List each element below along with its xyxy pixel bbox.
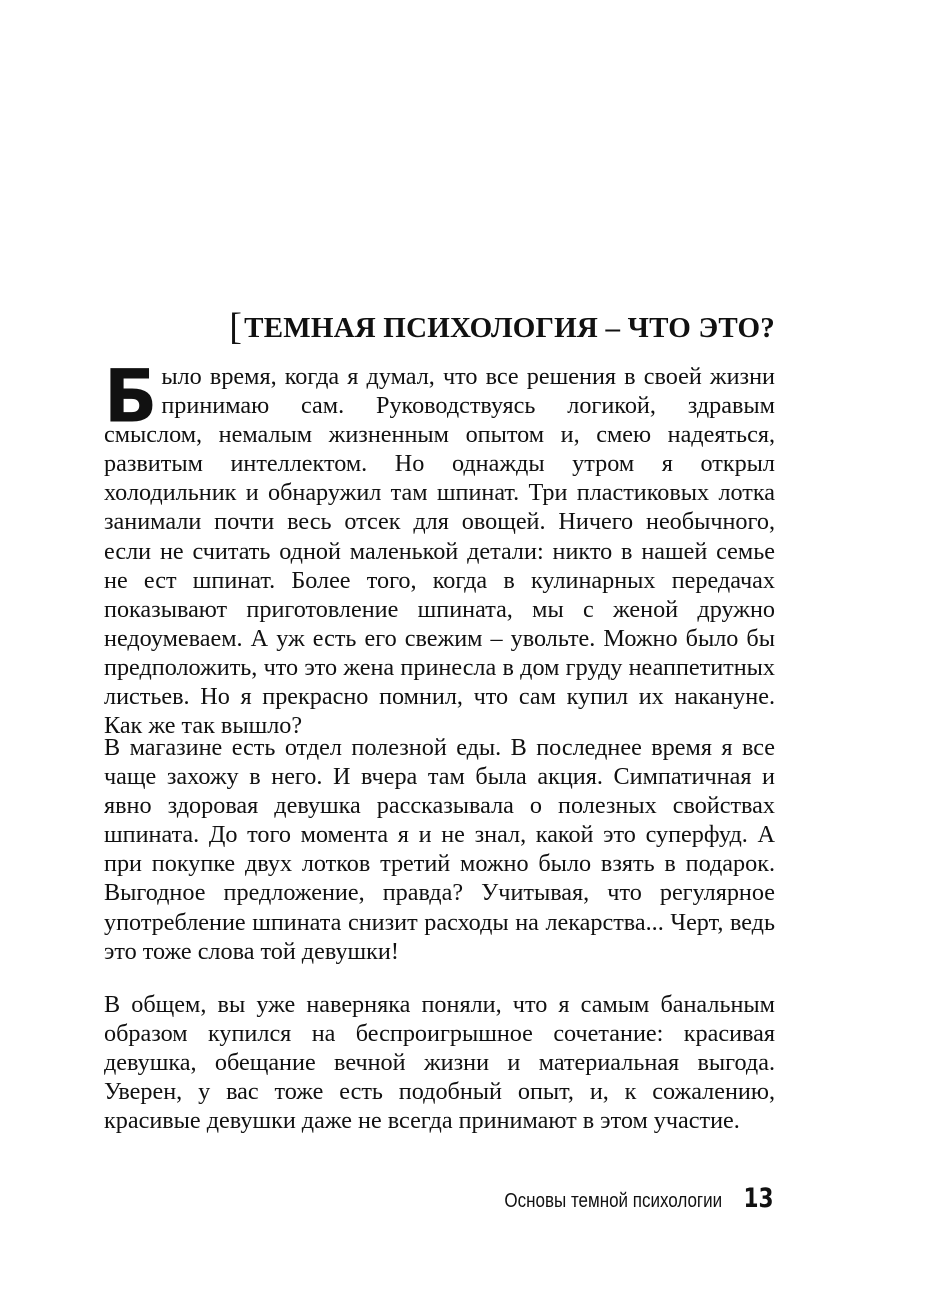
footer-book-title: Основы темной психологии [504, 1190, 723, 1212]
paragraph-1 [104, 353, 775, 740]
drop-cap: Б [104, 353, 158, 440]
paragraph-3-text: В общем, вы уже наверняка поняли, что я самым банальным образом купился на беспроигрышное сочетание: красивая девушка, обещание вечной жизни и материальная выгода. Уверен, у вас тоже есть подобный опыт, и, к сожалению, красивые девушки даже не всегда принимают в этом участие. [104, 991, 775, 1135]
paragraph-2 [104, 733, 775, 966]
running-footer [466, 1183, 774, 1214]
chapter-heading [229, 306, 775, 348]
heading-bracket: [ [229, 306, 243, 348]
paragraph-2-text: В магазине есть отдел полезной еды. В последнее время я все чаще захожу в него. И вчера там была акция. Симпатичная и явно здоровая девушка рассказывала о полезных свойствах шпината. До того момента я и не знал, какой это суперфуд. А при покупке двух лотков третий можно было взять в подарок. Выгодное предложение, правда? Учитывая, что регулярное употребление шпината снизит расходы на лекарства... Черт, ведь это тоже слова той девушки! [104, 734, 775, 965]
chapter-title: ТЕМНАЯ ПСИХОЛОГИЯ – ЧТО ЭТО? [244, 311, 775, 344]
paragraph-3 [104, 990, 775, 1135]
page-number: 13 [743, 1183, 774, 1214]
paragraph-1-text: ыло время, когда я думал, что все решения в своей жизни принимаю сам. Руководствуясь логикой, здравым смыслом, немалым жизненным опытом и, смею надеяться, развитым интеллектом. Но однажды утром я открыл холодильник и обнаружил там шпинат. Три пластиковых лотка занимали почти весь отсек для овощей. Ничего необычного, если не считать одной маленькой детали: никто в нашей семье не ест шпинат. Более того, когда в кулинарных передачах показывают приготовление шпината, мы с женой дружно недоумеваем. А уж есть его свежим – увольте. Можно было бы предположить, что это жена принесла в дом груду неаппетитных листьев. Но я прекрасно помнил, что сам купил их накануне. Как же так вышло? [104, 363, 775, 740]
